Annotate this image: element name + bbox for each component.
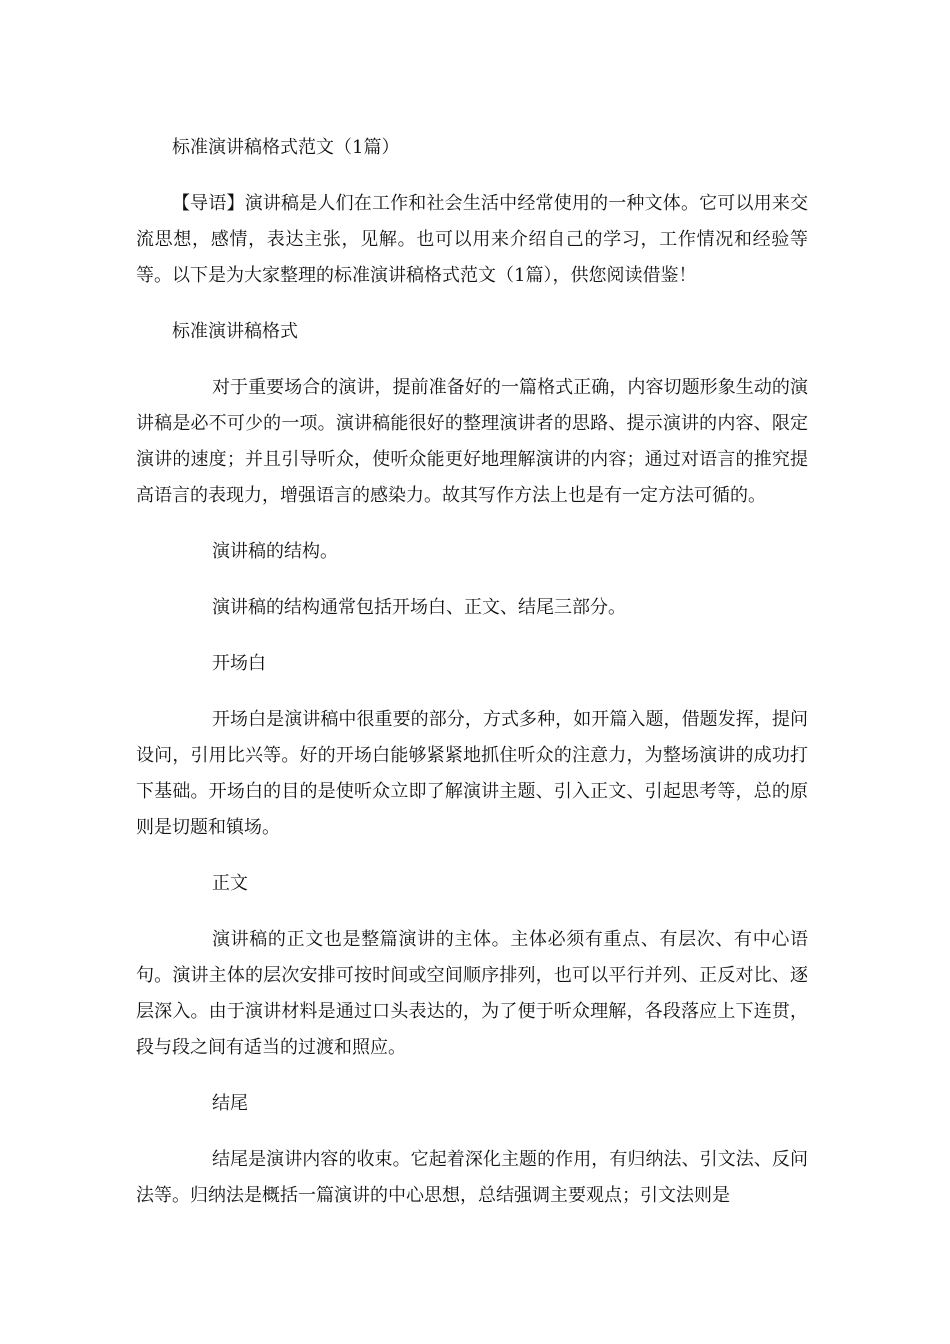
document-title: 标准演讲稿格式范文（1篇） bbox=[172, 137, 400, 158]
body-paragraph: 演讲稿的结构通常包括开场白、正文、结尾三部分。 bbox=[212, 597, 626, 618]
body-paragraph: 演讲稿的正文也是整篇演讲的主体。主体必须有重点、有层次、有中心语句。演讲主体的层次安排可按时间或空间顺序排列，也可以平行并列、正反对比、逐层深入。由于演讲材料是通过口头表达的，为了便于听众理解，各段落应上下连贯，段与段之间有适当的过渡和照应。 bbox=[136, 929, 808, 1058]
structure-heading: 演讲稿的结构。 bbox=[212, 541, 338, 562]
opening-heading: 开场白 bbox=[212, 653, 266, 674]
body-paragraph: 对于重要场合的演讲，提前准备好的一篇格式正确，内容切题形象生动的演讲稿是必不可少的一项。演讲稿能很好的整理演讲者的思路、提示演讲的内容、限定演讲的速度；并且引导听众，使听众能更好地理解演讲的内容；通过对语言的推究提高语言的表现力，增强语言的感染力。故其写作方法上也是有一定方法可循的。 bbox=[136, 377, 808, 506]
ending-heading: 结尾 bbox=[212, 1093, 248, 1114]
body-paragraph: 开场白是演讲稿中很重要的部分，方式多种，如开篇入题，借题发挥，提问设问，引用比兴等。好的开场白能够紧紧地抓住听众的注意力，为整场演讲的成功打下基础。开场白的目的是使听众立即了解演讲主题、引入正文、引起思考等，总的原则是切题和镇场。 bbox=[136, 709, 808, 838]
section-heading: 标准演讲稿格式 bbox=[172, 321, 298, 342]
main-text-heading: 正文 bbox=[212, 873, 248, 894]
body-paragraph: 结尾是演讲内容的收束。它起着深化主题的作用，有归纳法、引文法、反问法等。归纳法是概括一篇演讲的中心思想，总结强调主要观点；引文法则是 bbox=[136, 1149, 808, 1206]
intro-paragraph: 【导语】演讲稿是人们在工作和社会生活中经常使用的一种文体。它可以用来交流思想，感情，表达主张，见解。也可以用来介绍自己的学习，工作情况和经验等等。以下是为大家整理的标准演讲稿格式范文（1篇），供您阅读借鉴！ bbox=[136, 193, 808, 286]
document-body bbox=[136, 130, 808, 1234]
